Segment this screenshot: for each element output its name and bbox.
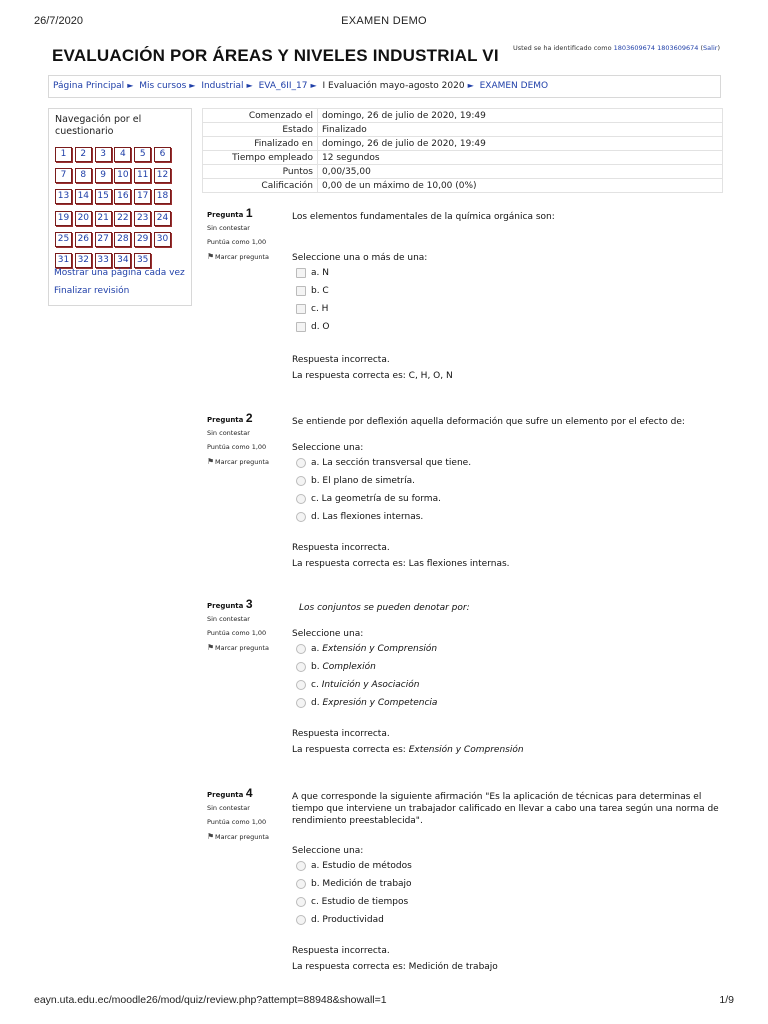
breadcrumb-separator-icon: ► <box>189 81 196 90</box>
quiz-nav-button-4[interactable]: 4 <box>114 147 131 162</box>
quiz-nav-button-26[interactable]: 26 <box>75 232 92 247</box>
breadcrumb-separator-icon: ► <box>246 81 253 90</box>
question-state: Sin contestar <box>207 804 250 812</box>
breadcrumb-my-courses[interactable]: Mis cursos <box>139 81 187 91</box>
feedback: Respuesta incorrecta. <box>292 543 390 553</box>
breadcrumb <box>48 75 721 98</box>
quiz-nav-button-27[interactable]: 27 <box>95 232 112 247</box>
feedback: Respuesta incorrecta. <box>292 946 390 956</box>
answer-option[interactable]: d. Productividad <box>296 911 722 929</box>
summary-row <box>203 109 723 123</box>
quiz-nav-button-28[interactable]: 28 <box>114 232 131 247</box>
right-answer: La respuesta correcta es: C, H, O, N <box>292 371 453 381</box>
question-number: Pregunta 2 <box>207 411 253 425</box>
answer-option[interactable]: d. Expresión y Competencia <box>296 694 722 712</box>
question-content <box>292 206 722 382</box>
flag-icon: ⚑ <box>207 643 215 652</box>
question-info <box>207 411 287 466</box>
quiz-nav-button-11[interactable]: 11 <box>134 168 151 183</box>
question-content <box>292 597 722 756</box>
quiz-nav-button-1[interactable]: 1 <box>55 147 72 162</box>
question-number: Pregunta 3 <box>207 597 253 611</box>
right-answer: La respuesta correcta es: Extensión y Comprensión <box>292 745 524 755</box>
quiz-nav-button-15[interactable]: 15 <box>95 189 112 204</box>
quiz-nav-button-22[interactable]: 22 <box>114 211 131 226</box>
summary-value: 12 segundos <box>318 151 723 165</box>
quiz-nav-button-33[interactable]: 33 <box>95 253 112 268</box>
quiz-navigation-title: Navegación por el cuestionario <box>55 114 142 137</box>
quiz-nav-button-16[interactable]: 16 <box>114 189 131 204</box>
answer-option[interactable]: a. N <box>296 264 722 282</box>
answer-option[interactable]: a. Extensión y Comprensión <box>296 640 722 658</box>
quiz-nav-button-2[interactable]: 2 <box>75 147 92 162</box>
summary-row <box>203 179 723 193</box>
breadcrumb-industrial[interactable]: Industrial <box>201 81 244 91</box>
question-info <box>207 786 287 841</box>
question-grade: Puntúa como 1,00 <box>207 629 267 637</box>
answer-option[interactable]: c. H <box>296 300 722 318</box>
quiz-nav-button-35[interactable]: 35 <box>134 253 151 268</box>
quiz-nav-button-30[interactable]: 30 <box>154 232 171 247</box>
logout-link[interactable]: Salir <box>703 44 718 52</box>
quiz-nav-button-10[interactable]: 10 <box>114 168 131 183</box>
quiz-nav-button-8[interactable]: 8 <box>75 168 92 183</box>
quiz-nav-button-17[interactable]: 17 <box>134 189 151 204</box>
radio-icon[interactable] <box>296 879 306 889</box>
question-number: Pregunta 4 <box>207 786 253 800</box>
quiz-nav-button-32[interactable]: 32 <box>75 253 92 268</box>
breadcrumb-course[interactable]: EVA_6II_17 <box>258 81 308 91</box>
answer-option[interactable]: c. Intuición y Asociación <box>296 676 722 694</box>
right-answer: La respuesta correcta es: Medición de trabajo <box>292 962 498 972</box>
answer-option[interactable]: b. Complexión <box>296 658 722 676</box>
login-info: Usted se ha identificado como 1803609674 1803609674 (Salir) <box>512 44 720 52</box>
summary-label: Estado <box>203 123 318 137</box>
radio-icon[interactable] <box>296 897 306 907</box>
answer-option[interactable]: b. C <box>296 282 722 300</box>
radio-icon[interactable] <box>296 915 306 925</box>
radio-icon[interactable] <box>296 680 306 690</box>
checkbox-icon[interactable] <box>296 322 306 332</box>
question-text: Se entiende por deflexión aquella deformación que sufre un elemento por el efecto de: <box>292 417 685 427</box>
checkbox-icon[interactable] <box>296 268 306 278</box>
flag-question-button[interactable]: ⚑Marcar pregunta <box>207 252 269 261</box>
user-profile-link[interactable]: 1803609674 1803609674 <box>613 44 699 52</box>
quiz-nav-button-12[interactable]: 12 <box>154 168 171 183</box>
summary-row <box>203 137 723 151</box>
summary-row <box>203 151 723 165</box>
radio-icon[interactable] <box>296 644 306 654</box>
question-state: Sin contestar <box>207 615 250 623</box>
show-one-page-link[interactable]: Mostrar una página cada vez <box>54 268 185 278</box>
feedback: Respuesta incorrecta. <box>292 355 390 365</box>
flag-question-button[interactable]: ⚑Marcar pregunta <box>207 832 269 841</box>
answer-option[interactable]: c. Estudio de tiempos <box>296 893 722 911</box>
radio-icon[interactable] <box>296 476 306 486</box>
radio-icon[interactable] <box>296 458 306 468</box>
right-answer: La respuesta correcta es: Las flexiones internas. <box>292 559 510 569</box>
checkbox-icon[interactable] <box>296 286 306 296</box>
radio-icon[interactable] <box>296 494 306 504</box>
radio-icon[interactable] <box>296 698 306 708</box>
summary-label: Comenzado el <box>203 109 318 123</box>
summary-row <box>203 165 723 179</box>
quiz-nav-button-6[interactable]: 6 <box>154 147 171 162</box>
answer-option[interactable]: b. El plano de simetría. <box>296 472 722 490</box>
summary-value: 0,00/35,00 <box>318 165 723 179</box>
question-text: Los elementos fundamentales de la química orgánica son: <box>292 212 555 222</box>
answer-option[interactable]: c. La geometría de su forma. <box>296 490 722 508</box>
feedback: Respuesta incorrecta. <box>292 729 390 739</box>
quiz-nav-button-25[interactable]: 25 <box>55 232 72 247</box>
question-grade: Puntúa como 1,00 <box>207 443 267 451</box>
print-title: EXAMEN DEMO <box>341 15 427 27</box>
answer-prompt: Seleccione una: <box>292 443 364 453</box>
question-grade: Puntúa como 1,00 <box>207 818 267 826</box>
checkbox-icon[interactable] <box>296 304 306 314</box>
answer-option[interactable]: b. Medición de trabajo <box>296 875 722 893</box>
summary-label: Puntos <box>203 165 318 179</box>
quiz-nav-button-13[interactable]: 13 <box>55 189 72 204</box>
flag-icon: ⚑ <box>207 252 215 261</box>
summary-value: domingo, 26 de julio de 2020, 19:49 <box>318 109 723 123</box>
quiz-nav-button-7[interactable]: 7 <box>55 168 72 183</box>
summary-label: Tiempo empleado <box>203 151 318 165</box>
quiz-nav-button-29[interactable]: 29 <box>134 232 151 247</box>
question-state: Sin contestar <box>207 429 250 437</box>
question-info <box>207 206 287 261</box>
flag-icon: ⚑ <box>207 457 215 466</box>
answer-option[interactable]: a. La sección transversal que tiene. <box>296 454 722 472</box>
quiz-nav-button-21[interactable]: 21 <box>95 211 112 226</box>
quiz-nav-button-23[interactable]: 23 <box>134 211 151 226</box>
print-date: 26/7/2020 <box>34 15 83 27</box>
flag-question-button[interactable]: ⚑Marcar pregunta <box>207 643 269 652</box>
quiz-nav-button-5[interactable]: 5 <box>134 147 151 162</box>
summary-label: Calificación <box>203 179 318 193</box>
breadcrumb-current[interactable]: EXAMEN DEMO <box>479 81 549 91</box>
summary-label: Finalizado en <box>203 137 318 151</box>
quiz-nav-button-19[interactable]: 19 <box>55 211 72 226</box>
question-text: A que corresponde la siguiente afirmación "Es la aplicación de técnicas para determinas el tiempo que interviene un trabajador calificado en llevar a cabo una tarea según una norma de rendimiento preestablecida". <box>292 792 719 826</box>
breadcrumb-separator-icon: ► <box>127 81 134 90</box>
quiz-nav-button-14[interactable]: 14 <box>75 189 92 204</box>
print-header <box>0 15 768 31</box>
quiz-nav-button-9[interactable]: 9 <box>95 168 112 183</box>
flag-icon: ⚑ <box>207 832 215 841</box>
question-content <box>292 411 722 570</box>
question-info <box>207 597 287 652</box>
radio-icon[interactable] <box>296 512 306 522</box>
question-content <box>292 786 722 973</box>
breadcrumb-home[interactable]: Página Principal <box>53 81 125 91</box>
attempt-summary-table <box>202 108 723 193</box>
print-page-number: 1/9 <box>719 994 734 1006</box>
login-prefix: Usted se ha identificado como <box>512 44 612 52</box>
question-text: Los conjuntos se pueden denotar por: <box>299 603 470 613</box>
quiz-nav-button-20[interactable]: 20 <box>75 211 92 226</box>
print-url: eayn.uta.edu.ec/moodle26/mod/quiz/review.php?attempt=88948&showall=1 <box>34 994 387 1006</box>
quiz-nav-button-31[interactable]: 31 <box>55 253 72 268</box>
summary-value: 0,00 de un máximo de 10,00 (0%) <box>318 179 723 193</box>
breadcrumb-separator-icon: ► <box>310 81 317 90</box>
radio-icon[interactable] <box>296 861 306 871</box>
quiz-nav-button-34[interactable]: 34 <box>114 253 131 268</box>
question-grade: Puntúa como 1,00 <box>207 238 267 246</box>
quiz-nav-button-18[interactable]: 18 <box>154 189 171 204</box>
finish-review-link[interactable]: Finalizar revisión <box>54 286 130 296</box>
question-state: Sin contestar <box>207 224 250 232</box>
answer-prompt: Seleccione una: <box>292 846 364 856</box>
answer-prompt: Seleccione una: <box>292 629 364 639</box>
summary-value: domingo, 26 de julio de 2020, 19:49 <box>318 137 723 151</box>
flag-question-button[interactable]: ⚑Marcar pregunta <box>207 457 269 466</box>
answer-option[interactable]: d. Las flexiones internas. <box>296 508 722 526</box>
quiz-navigation <box>48 108 192 306</box>
radio-icon[interactable] <box>296 662 306 672</box>
answer-option[interactable]: a. Estudio de métodos <box>296 857 722 875</box>
breadcrumb-separator-icon: ► <box>467 81 474 90</box>
answer-prompt: Seleccione una o más de una: <box>292 253 428 263</box>
breadcrumb-section: I Evaluación mayo-agosto 2020 <box>322 81 465 91</box>
course-title: EVALUACIÓN POR ÁREAS Y NIVELES INDUSTRIAL VI <box>52 46 499 65</box>
answer-option[interactable]: d. O <box>296 318 722 336</box>
quiz-nav-button-24[interactable]: 24 <box>154 211 171 226</box>
summary-row <box>203 123 723 137</box>
quiz-nav-button-3[interactable]: 3 <box>95 147 112 162</box>
question-number: Pregunta 1 <box>207 206 253 220</box>
summary-value: Finalizado <box>318 123 723 137</box>
